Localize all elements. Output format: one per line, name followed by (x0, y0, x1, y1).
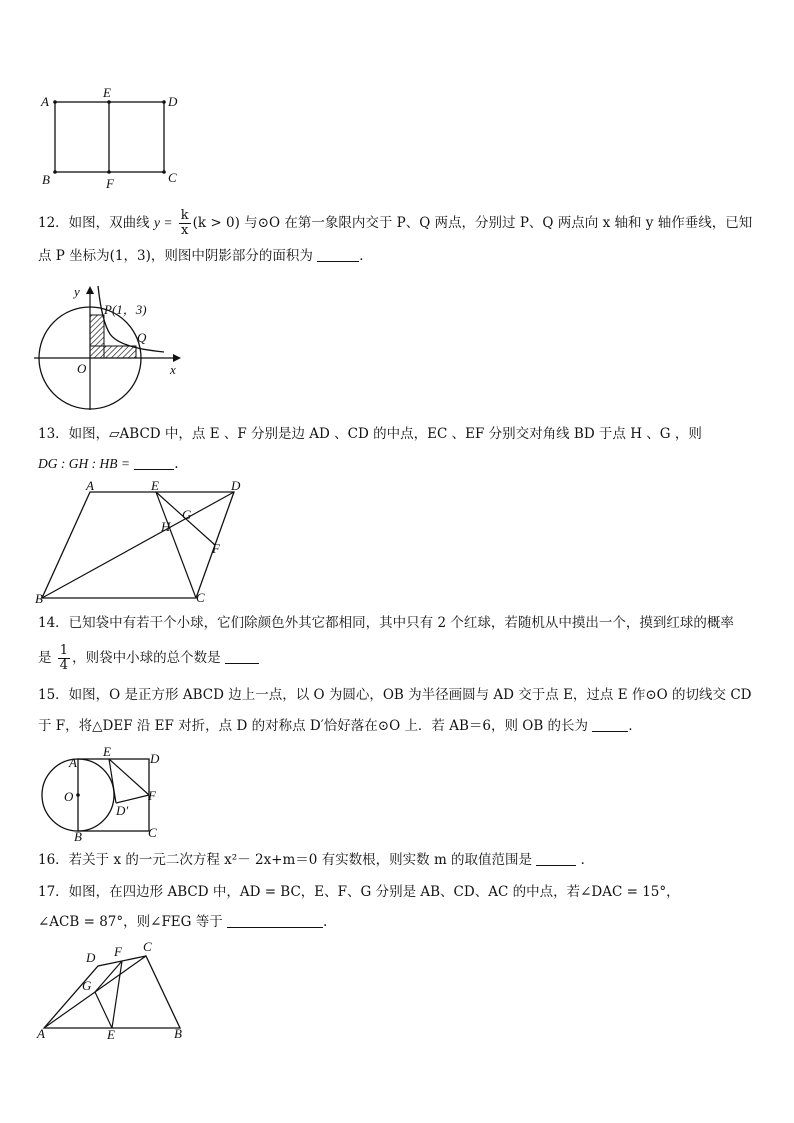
label-e: E (103, 744, 111, 759)
label-c: C (196, 590, 205, 605)
axis-x-label: x (170, 362, 176, 377)
label-c: C (148, 825, 157, 840)
label-c: C (143, 939, 152, 954)
label-f: F (212, 541, 220, 556)
label-e: E (151, 478, 159, 493)
q12-text-a: 12．如图，双曲线 (38, 215, 150, 231)
label-e: E (103, 85, 111, 100)
question-13: 13．如图，▱ABCD 中，点 E 、F 分别是边 AD 、CD 的中点，EC 、EF 分别交对角线 BD 于点 H 、G ，则 DG : GH : HB = . (38, 424, 758, 474)
figure-rectangle-abcd (36, 84, 186, 194)
q12-text-b: 与⊙O 在第一象限内交于 P、Q 两点，分别过 P、Q 两点向 x 轴和 y 轴作垂线，已知 (244, 215, 753, 231)
figure-square-circle (38, 745, 168, 845)
q17-line1: 17．如图，在四边形 ABCD 中，AD = BC，E、F、G 分别是 AB、CD、AC 的中点，若∠DAC = 15°， (38, 884, 680, 900)
label-b: B (74, 829, 82, 844)
label-o: O (64, 789, 74, 804)
answer-blank (536, 851, 576, 866)
q13-line1: 13．如图，▱ABCD 中，点 E 、F 分别是边 AD 、CD 的中点，EC 、EF 分别交对角线 BD 于点 H 、G ，则 (38, 426, 702, 442)
question-14: 14．已知袋中有若干个小球，它们除颜色外其它都相同，其中只有 2 个红球，若随机从中摸出一个，摸到红球的概率 是 $\frac{1}{4}$ ，则袋中小球的总个数是 (38, 613, 758, 675)
label-b: B (42, 172, 50, 187)
label-h: H (161, 519, 171, 534)
label-g: G (82, 978, 92, 993)
point-p-label: P(1，3) (104, 302, 147, 317)
figure-circle-hyperbola (34, 282, 194, 417)
label-a: A (86, 478, 94, 493)
origin-label: O (77, 361, 87, 376)
q17-line2: ∠ACB = 87°，则∠FEG 等于 (38, 914, 223, 930)
label-a: A (41, 94, 49, 109)
point-q-label: Q (137, 330, 147, 345)
figure-quadrilateral (34, 940, 194, 1042)
label-a: A (69, 755, 77, 770)
question-15: 15．如图，O 是正方形 ABCD 边上一点，以 O 为圆心，OB 为半径画圆与 AD 交于点 E，过点 E 作⊙O 的切线交 CD 于 F，将△DEF 沿 EF 对折，点 D 的对称点 D′恰好落在⊙O 上．若 AB＝6，则 OB 的长为 ． (38, 685, 758, 736)
label-f: F (114, 944, 122, 959)
q14-fraction: $\frac{1}{4}$ (59, 643, 69, 673)
q15-line2: 于 F，将△DEF 沿 EF 对折，点 D 的对称点 D′恰好落在⊙O 上．若 AB＝6，则 OB 的长为 (38, 718, 589, 734)
label-d: D (86, 950, 96, 965)
q12-eq-lhs: y = (153, 215, 173, 230)
label-c: C (168, 170, 177, 185)
label-d-prime: D′ (116, 803, 129, 818)
q14-line1: 14．已知袋中有若干个小球，它们除颜色外其它都相同，其中只有 2 个红球，若随机从中摸出一个，摸到红球的概率 (38, 615, 734, 631)
figure-parallelogram (34, 478, 254, 608)
q12-text-c: 点 P 坐标为(1，3)，则图中阴影部分的面积为 (38, 248, 313, 264)
q12-fraction: $\frac{k}{x}$ (180, 208, 189, 238)
label-d: D (168, 94, 178, 109)
label-d: D (231, 478, 241, 493)
answer-blank (227, 913, 323, 928)
answer-blank (134, 455, 174, 470)
label-e: E (107, 1027, 115, 1042)
label-b: B (35, 591, 43, 606)
q13-ratio: DG : GH : HB = (38, 456, 130, 471)
answer-blank (225, 649, 259, 664)
q15-line1: 15．如图，O 是正方形 ABCD 边上一点，以 O 为圆心，OB 为半径画圆与 AD 交于点 E，过点 E 作⊙O 的切线交 CD (38, 687, 752, 703)
label-d: D (150, 751, 160, 766)
axis-y-label: y (74, 284, 80, 299)
label-f: F (148, 788, 156, 803)
question-17: 17．如图，在四边形 ABCD 中，AD = BC，E、F、G 分别是 AB、CD、AC 的中点，若∠DAC = 15°， ∠ACB = 87°，则∠FEG 等于 . (38, 882, 758, 932)
answer-blank (317, 247, 359, 262)
label-g: G (182, 507, 192, 522)
question-16: 16．若关于 x 的一元二次方程 x²－ 2x+m＝0 有实数根，则实数 m 的取值范围是 ． (38, 852, 595, 868)
label-b: B (174, 1026, 182, 1041)
label-a: A (37, 1026, 45, 1041)
answer-blank (592, 717, 628, 732)
q16-text: 16．若关于 x 的一元二次方程 x²－ 2x+m＝0 有实数根，则实数 m 的取值范围是 (38, 852, 533, 868)
label-f: F (106, 176, 114, 191)
q12-condition: (k > 0) (192, 215, 240, 231)
question-12: 12．如图，双曲线 y = $\frac{k}{x}$ (k > 0) 与⊙O 在第一象限内交于 P、Q 两点，分别过 P、Q 两点向 x 轴和 y 轴作垂线，已知 点 P 坐标为(1，3)，则图中阴影部分的面积为 ． (38, 208, 753, 264)
